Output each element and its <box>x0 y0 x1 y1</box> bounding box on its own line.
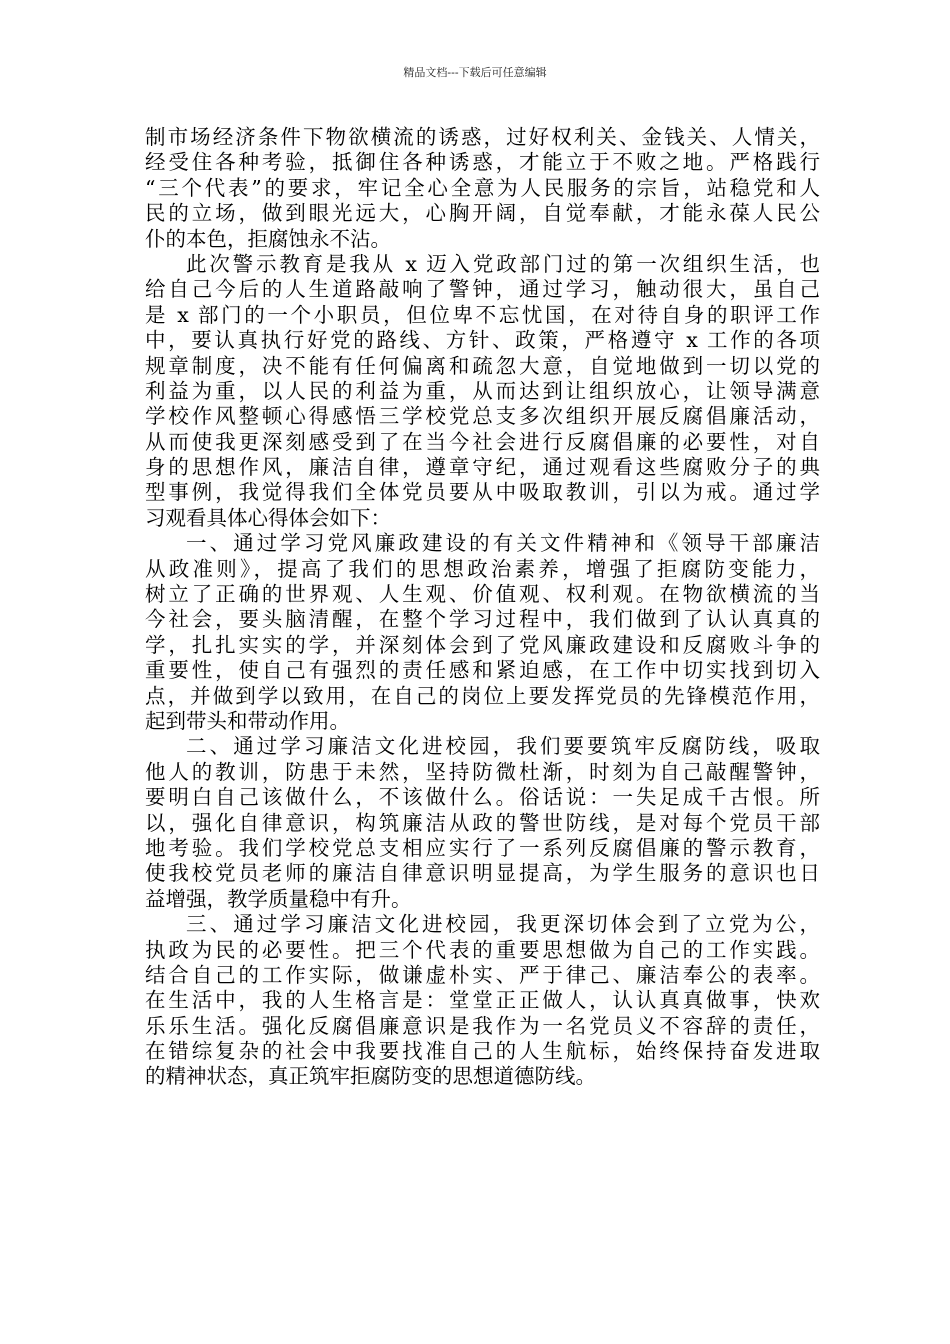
text-line: 结合自己的工作实际，做谦虚朴实、严于律己、廉洁奉公的表率。 <box>145 962 820 987</box>
text-line: 学校作风整顿心得感悟三学校党总支多次组织开展反腐倡廉活动， <box>145 404 820 429</box>
text-line: 今社会，要头脑清醒，在整个学习过程中，我们做到了认认真真的 <box>145 607 820 632</box>
text-line: 起到带头和带动作用。 <box>145 708 350 733</box>
text-line: 三、通过学习廉洁文化进校园，我更深切体会到了立党为公， <box>186 912 820 937</box>
text-line: 乐乐生活。强化反腐倡廉意识是我作为一名党员义不容辞的责任， <box>145 1013 820 1038</box>
text-line: 身的思想作风，廉洁自律，遵章守纪，通过观看这些腐败分子的典 <box>145 455 820 480</box>
text-line: 从而使我更深刻感受到了在当今社会进行反腐倡廉的必要性，对自 <box>145 429 820 454</box>
text-line: 是 x 部门的一个小职员，但位卑不忘忧国，在对待自身的职评工作 <box>145 302 820 327</box>
text-line: 给自己今后的人生道路敲响了警钟，通过学习，触动很大，虽自己 <box>145 277 820 302</box>
text-line: 执政为民的必要性。把三个代表的重要思想做为自己的工作实践。 <box>145 937 820 962</box>
text-line: 以，强化自律意识，构筑廉洁从政的警世防线，是对每个党员干部 <box>145 810 820 835</box>
paragraph <box>145 912 820 1090</box>
text-line: 仆的本色，拒腐蚀永不沾。 <box>145 226 391 251</box>
text-line: 型事例，我觉得我们全体党员要从中吸取教训，引以为戒。通过学 <box>145 480 820 505</box>
text-line: 经受住各种考验，抵御住各种诱惑，才能立于不败之地。严格践行 <box>145 150 820 175</box>
text-line: 要明白自己该做什么，不该做什么。俗话说：一失足成千古恨。所 <box>145 785 820 810</box>
text-line: 树立了正确的世界观、人生观、价值观、权利观。在物欲横流的当 <box>145 582 820 607</box>
text-line: 二、通过学习廉洁文化进校园，我们要要筑牢反腐防线，吸取 <box>186 734 820 759</box>
text-line: 地考验。我们学校党总支相应实行了一系列反腐倡廉的警示教育， <box>145 835 820 860</box>
text-line: 在错综复杂的社会中我要找准自己的人生航标，始终保持奋发进取 <box>145 1039 820 1064</box>
page-header: 精品文档---下载后可任意编辑 <box>403 66 547 79</box>
text-line: 中，要认真执行好党的路线、方针、政策，严格遵守 x 工作的各项 <box>145 328 820 353</box>
text-line: 习观看具体心得体会如下： <box>145 505 391 530</box>
text-line: 点，并做到学以致用，在自己的岗位上要发挥党员的先锋模范作用， <box>145 683 820 708</box>
text-line: 民的立场，做到眼光远大，心胸开阔，自觉奉献，才能永葆人民公 <box>145 201 820 226</box>
text-line: 学，扎扎实实的学，并深刻体会到了党风廉政建设和反腐败斗争的 <box>145 632 820 657</box>
paragraph <box>145 531 820 734</box>
text-line: 规章制度，决不能有任何偏离和疏忽大意，自觉地做到一切以党的 <box>145 353 820 378</box>
paragraph <box>145 125 820 252</box>
text-line: 的精神状态，真正筑牢拒腐防变的思想道德防线。 <box>145 1064 596 1089</box>
text-line: 利益为重，以人民的利益为重，从而达到让组织放心，让领导满意 <box>145 378 820 403</box>
paragraph <box>145 734 820 912</box>
document-body <box>145 125 820 1090</box>
text-line: 一、通过学习党风廉政建设的有关文件精神和《领导干部廉洁 <box>186 531 820 556</box>
text-line: 此次警示教育是我从 x 迈入党政部门过的第一次组织生活，也 <box>186 251 820 276</box>
text-line: “三个代表”的要求，牢记全心全意为人民服务的宗旨，站稳党和人 <box>145 175 820 200</box>
paragraph <box>145 252 820 531</box>
text-line: 制市场经济条件下物欲横流的诱惑，过好权利关、金钱关、人情关， <box>145 125 820 149</box>
text-line: 从政准则》，提高了我们的思想政治素养，增强了拒腐防变能力， <box>145 556 820 581</box>
text-line: 重要性，使自己有强烈的责任感和紧迫感，在工作中切实找到切入 <box>145 658 820 683</box>
text-line: 他人的教训，防患于未然，坚持防微杜渐，时刻为自己敲醒警钟， <box>145 759 820 784</box>
text-line: 在生活中，我的人生格言是：堂堂正正做人，认认真真做事，快欢 <box>145 988 820 1013</box>
text-line: 益增强，教学质量稳中有升。 <box>145 886 412 911</box>
text-line: 使我校党员老师的廉洁自律意识明显提高，为学生服务的意识也日 <box>145 861 820 886</box>
